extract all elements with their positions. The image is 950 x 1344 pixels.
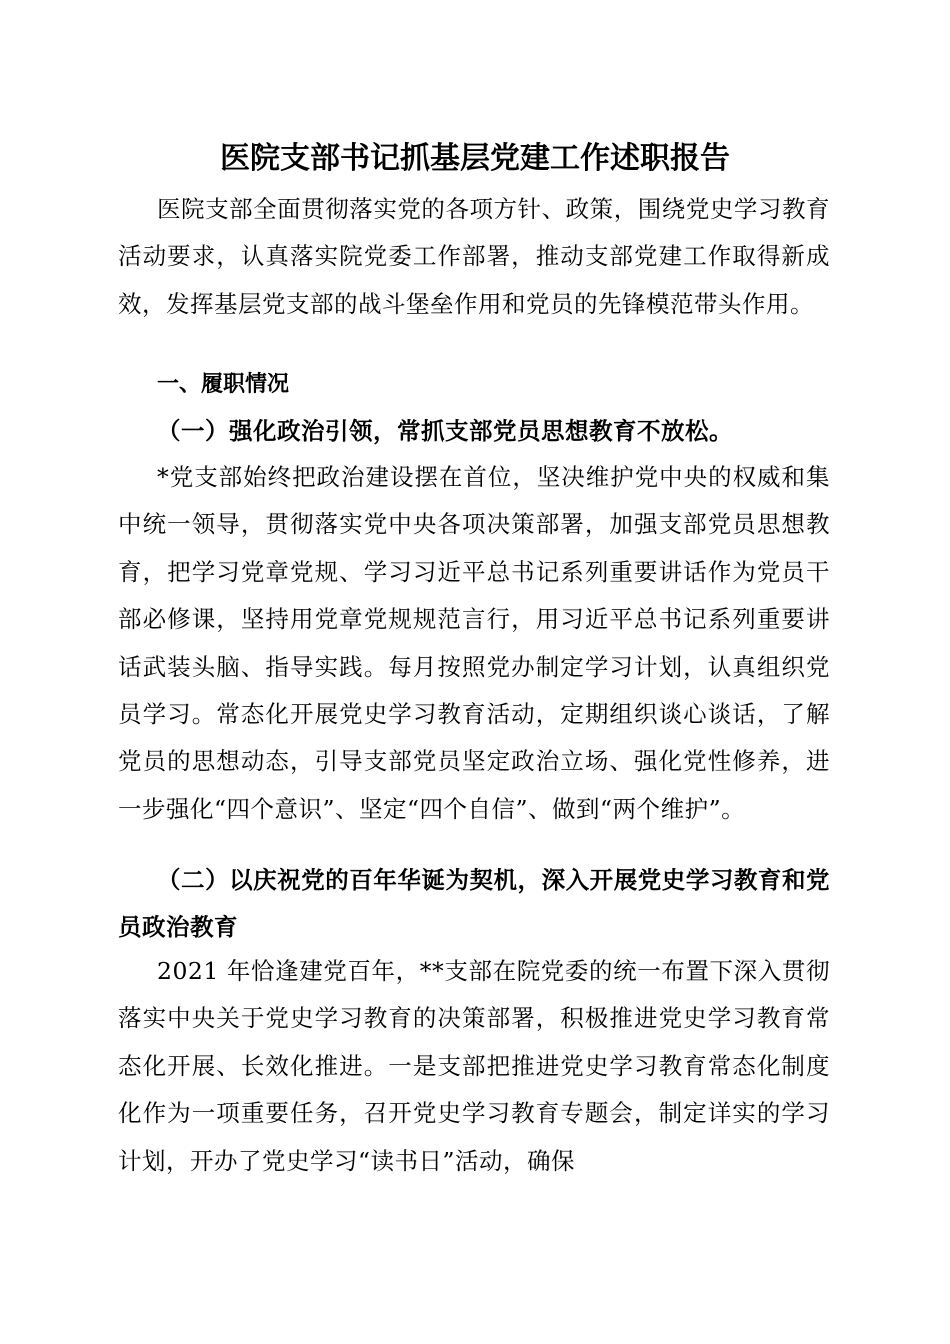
document-title: 医院支部书记抓基层党建工作述职报告 [220,141,730,176]
section-heading-performance: 一、履职情况 [157,372,290,397]
subsection-2-paragraph: 2021 年恰逢建党百年，**支部在院党委的统一布置下深入贯彻落实中央关于党史学习教育的决策部署，积极推进党史学习教育常态化开展、长效化推进。一是支部把推进党史学习教育常态化制度化作为一项重要任务，召开党史学习教育专题会，制定详实的学习计划，开办了党史学习“读书日”活动，确保 [118,957,830,1175]
subsection-heading-2: （二）以庆祝党的百年华诞为契机，深入开展党史学习教育和党员政治教育 [118,866,830,942]
intro-paragraph: 医院支部全面贯彻落实党的各项方针、政策，围绕党史学习教育活动要求，认真落实院党委工作部署，推动支部党建工作取得新成效，发挥基层党支部的战斗堡垒作用和党员的先锋模范带头作用。 [118,195,830,318]
subsection-1-paragraph: *党支部始终把政治建设摆在首位，坚决维护党中央的权威和集中统一领导，贯彻落实党中央各项决策部署，加强支部党员思想教育，把学习党章党规、学习习近平总书记系列重要讲话作为党员干部必修课，坚持用党章党规规范言行，用习近平总书记系列重要讲话武装头脑、指导实践。每月按照党办制定学习计划，认真组织党员学习。常态化开展党史学习教育活动，定期组织谈心谈话，了解党员的思想动态，引导支部党员坚定政治立场、强化党性修养，进一步强化“四个意识”、坚定“四个自信”、做到“两个维护”。 [118,463,830,823]
subsection-heading-1: （一）强化政治引领，常抓支部党员思想教育不放松。 [157,417,733,445]
